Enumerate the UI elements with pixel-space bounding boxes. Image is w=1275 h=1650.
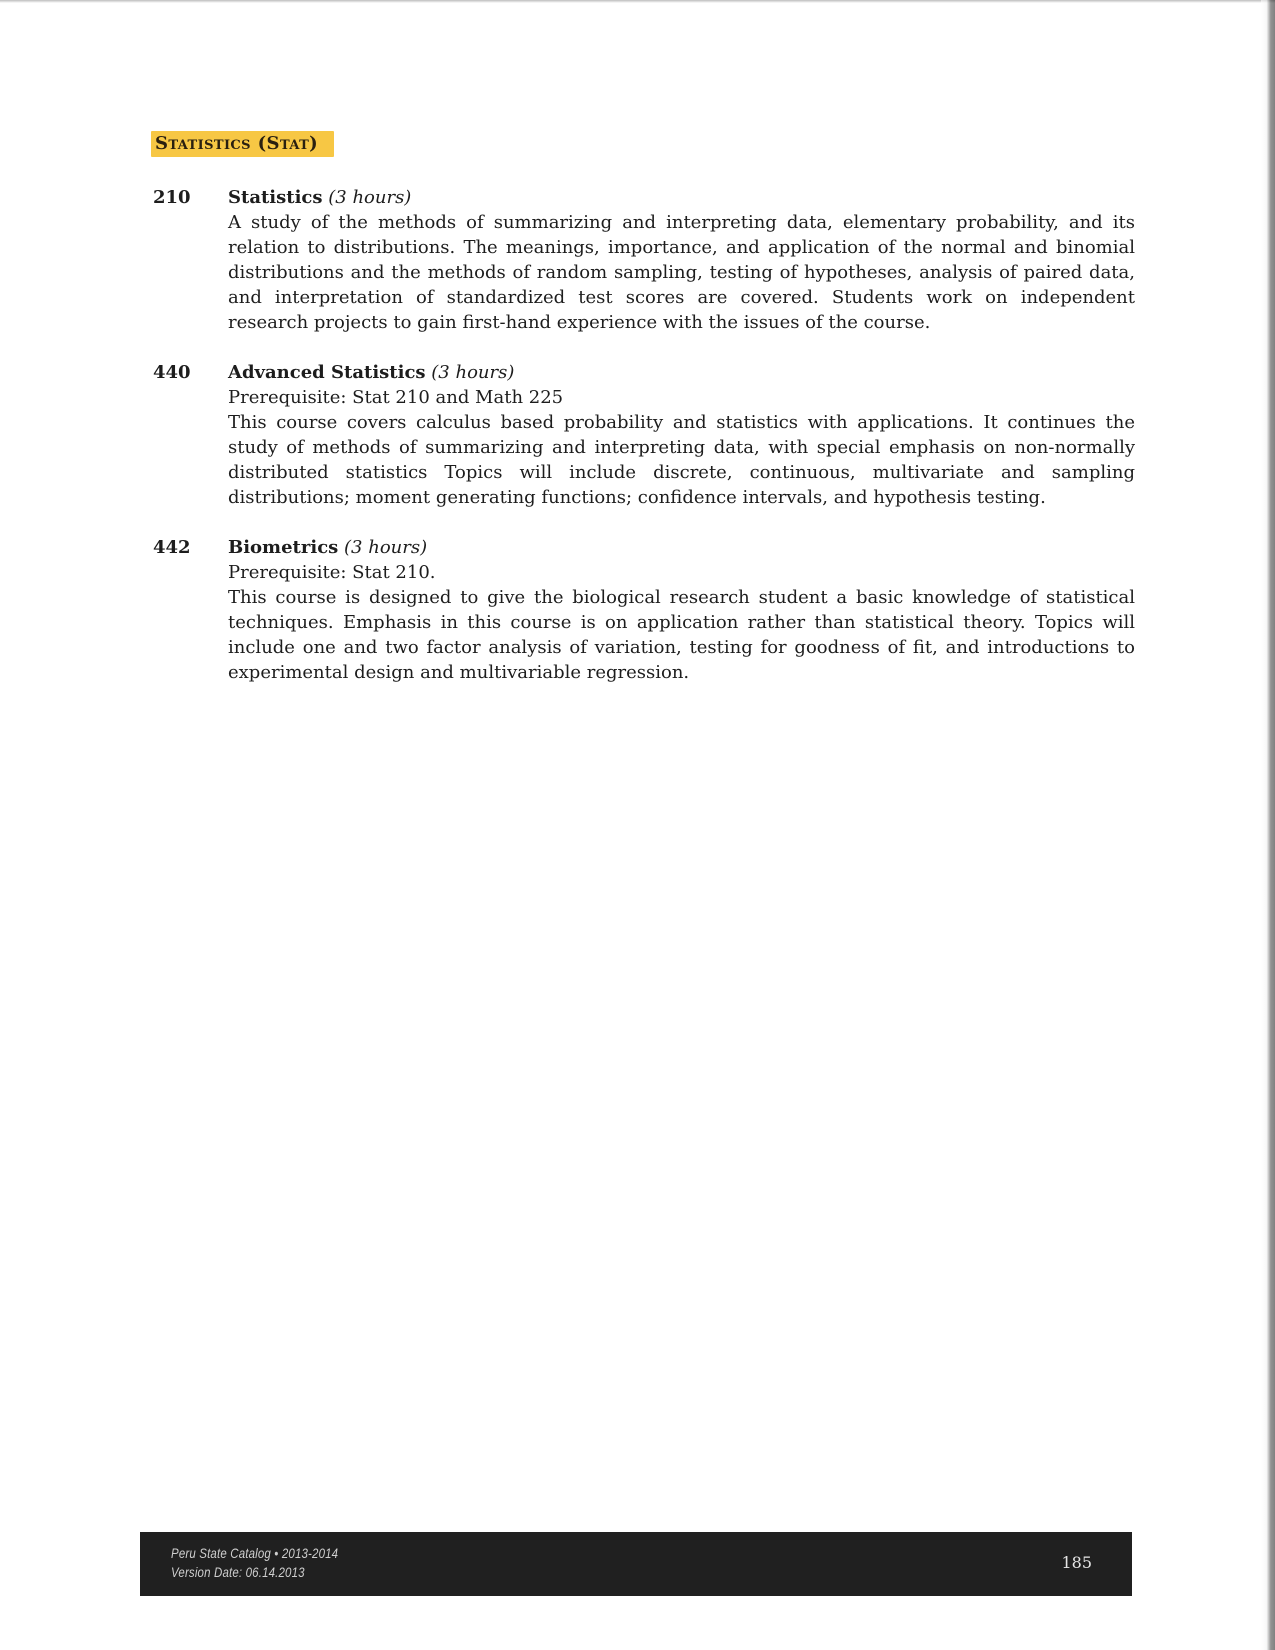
course-body	[228, 535, 1135, 685]
page-right-edge	[1261, 0, 1275, 1650]
course-prerequisite: Prerequisite: Stat 210 and Math 225	[228, 387, 564, 408]
course-description: This course is designed to give the biological research student a basic knowledge of statistical techniques. Emphasis in this course is on application rather than statistical theory. Topics will include one and two factor analysis of variation, testing for goodness of fit, and introductions to experimental design and multivariable regression.	[228, 587, 1135, 683]
course-hours: (3 hours)	[344, 537, 428, 558]
course-description: A study of the methods of summarizing and interpreting data, elementary probability, and its relation to distributions. The meanings, importance, and application of the normal and binomial distributions and the methods of random sampling, testing of hypotheses, analysis of paired data, and interpretation of standardized test scores are covered. Students work on independent research projects to gain first-hand experience with the issues of the course.	[228, 212, 1135, 333]
course-heading	[228, 360, 1135, 385]
course-body	[228, 185, 1135, 335]
footer-catalog-line: Peru State Catalog • 2013-2014	[171, 1545, 339, 1561]
page-footer	[140, 1532, 1132, 1596]
footer-version-line: Version Date: 06.14.2013	[171, 1564, 305, 1580]
section-title: Statistics (Stat)	[151, 131, 334, 157]
page-top-edge	[0, 0, 1275, 3]
course-number: 210	[153, 187, 191, 208]
course-title: Statistics	[228, 187, 323, 208]
course-number: 440	[153, 362, 191, 383]
course-prerequisite: Prerequisite: Stat 210.	[228, 562, 436, 583]
course-title: Advanced Statistics	[228, 362, 426, 383]
course-heading	[228, 185, 1135, 210]
course-hours: (3 hours)	[431, 362, 515, 383]
course-description: This course covers calculus based probability and statistics with applications. It continues the study of methods of summarizing and interpreting data, with special emphasis on non-normally distributed statistics Topics will include discrete, continuous, multivariate and sampling distributions; moment generating functions; confidence intervals, and hypothesis testing.	[228, 412, 1135, 508]
course-heading	[228, 535, 1135, 560]
course-number: 442	[153, 537, 191, 558]
course-title: Biometrics	[228, 537, 339, 558]
course-hours: (3 hours)	[328, 187, 412, 208]
course-body	[228, 360, 1135, 510]
page-number: 185	[1061, 1553, 1092, 1572]
